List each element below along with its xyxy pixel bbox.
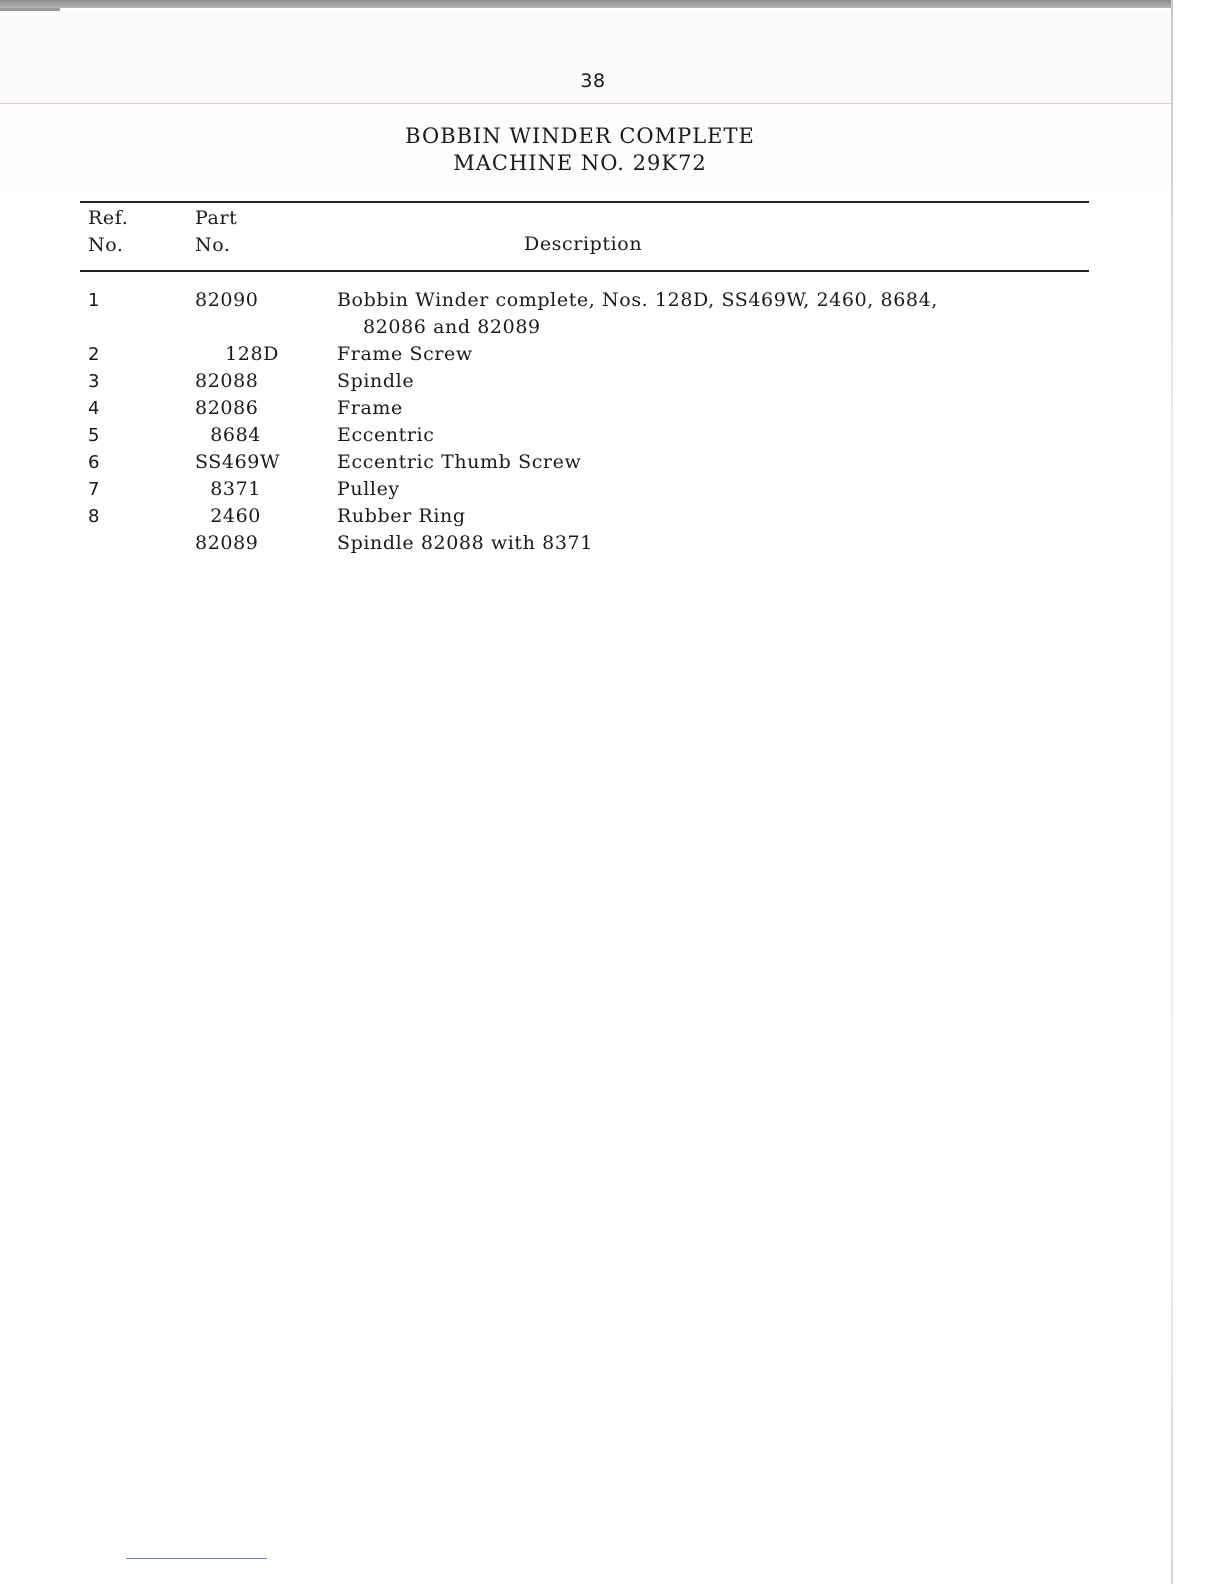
table-row: [0, 368, 1100, 395]
table-row: [0, 530, 1100, 557]
table-row: [0, 341, 1100, 368]
part-number: 8684: [210, 424, 261, 446]
ref-number: 1: [88, 290, 101, 311]
table-row: [0, 476, 1100, 503]
ref-number: 5: [88, 425, 101, 446]
part-number: 82089: [195, 532, 259, 554]
ref-number: 4: [88, 398, 101, 419]
header-part-label: Part: [195, 207, 238, 229]
part-number: SS469W: [195, 451, 281, 473]
part-number: 82090: [195, 289, 259, 311]
part-number: 8371: [210, 478, 261, 500]
table-row: [0, 287, 1100, 341]
table-header-rule: [80, 270, 1089, 272]
table-row: [0, 422, 1100, 449]
header-ref-label-no: No.: [88, 234, 124, 256]
page-title: BOBBIN WINDER COMPLETE: [405, 124, 755, 148]
part-description: Eccentric Thumb Screw: [337, 451, 582, 473]
table-row: [0, 503, 1100, 530]
scan-top-edge: [0, 0, 1172, 8]
ref-number: 6: [88, 452, 101, 473]
ref-number: 2: [88, 344, 101, 365]
ref-number: 8: [88, 506, 101, 527]
part-description-continued: 82086 and 82089: [363, 316, 541, 338]
part-description: Rubber Ring: [337, 505, 466, 527]
table-top-rule: [80, 201, 1089, 203]
page-subtitle: MACHINE NO. 29K72: [453, 151, 707, 175]
part-description: Frame: [337, 397, 403, 419]
header-description-label: Description: [524, 233, 643, 255]
title-band: [0, 104, 1171, 194]
part-number: 82086: [195, 397, 259, 419]
ref-number: 3: [88, 371, 101, 392]
page-number: 38: [580, 70, 606, 92]
footer-rule: [126, 1558, 267, 1559]
part-description: Spindle: [337, 370, 415, 392]
header-part-label-no: No.: [195, 234, 231, 256]
part-number: 2460: [210, 505, 261, 527]
part-description: Spindle 82088 with 8371: [337, 532, 593, 554]
parts-table: [0, 287, 1100, 557]
scan-right-margin: [1172, 0, 1224, 1584]
part-number: 82088: [195, 370, 259, 392]
table-row: [0, 395, 1100, 422]
scan-right-edge: [1171, 0, 1173, 1584]
part-description: Eccentric: [337, 424, 435, 446]
ref-number: 7: [88, 479, 101, 500]
table-row: [0, 449, 1100, 476]
part-description: Frame Screw: [337, 343, 473, 365]
part-description: Pulley: [337, 478, 400, 500]
part-number: 128D: [225, 343, 279, 365]
header-ref-label: Ref.: [88, 207, 129, 229]
part-description: Bobbin Winder complete, Nos. 128D, SS469W, 2460, 8684,: [337, 289, 938, 311]
